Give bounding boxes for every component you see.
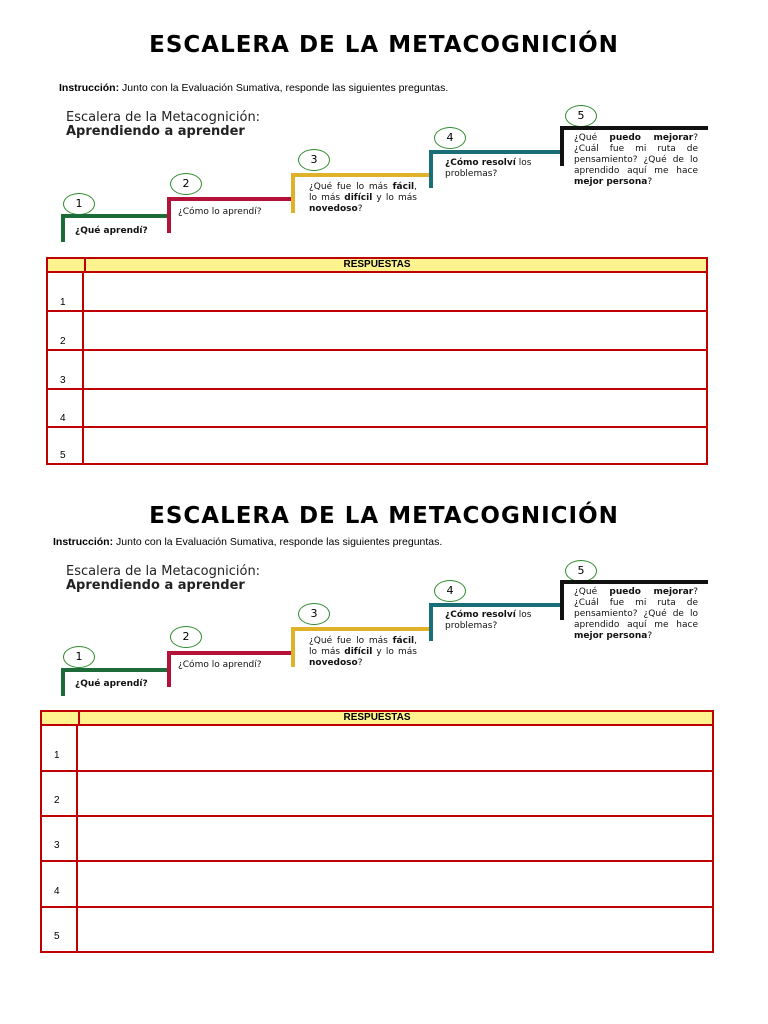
instruction-text: Junto con la Evaluación Sumativa, responde las siguientes preguntas. bbox=[116, 536, 443, 548]
step-2-number: 2 bbox=[170, 626, 202, 648]
step-5-text-part: ? bbox=[647, 631, 653, 641]
step-3-number: 3 bbox=[298, 149, 330, 171]
step-5-text-part: ¿Qué bbox=[574, 587, 610, 597]
step-5-riser bbox=[560, 580, 564, 620]
step-5-text-bold: puedo mejorar bbox=[609, 133, 694, 143]
step-3-text-bold: novedoso bbox=[309, 204, 358, 214]
worksheet-title: ESCALERA DE LA METACOGNICIÓN bbox=[149, 503, 619, 529]
step-5-text-bold: mejor persona bbox=[574, 631, 648, 641]
ladder-title-line2: Aprendiendo a aprender bbox=[66, 578, 245, 593]
answer-number-cell bbox=[42, 908, 78, 951]
ladder-title bbox=[66, 565, 260, 593]
step-3-text bbox=[309, 636, 417, 669]
step-3-text-bold: fácil bbox=[392, 636, 415, 646]
answers-header-label: RESPUESTAS bbox=[343, 712, 411, 723]
step-5-text-bold: mejor persona bbox=[574, 177, 648, 187]
answer-number-cell bbox=[42, 726, 78, 770]
answer-row-1[interactable] bbox=[42, 726, 712, 772]
answer-row-number: 3 bbox=[54, 840, 60, 851]
step-5-bar bbox=[560, 580, 708, 584]
step-5-text-part: ? bbox=[647, 177, 653, 187]
step-5-text-part: ? ¿Cuál fue mi ruta de pensamiento? ¿Qué de lo aprendido aquí me hace bbox=[574, 133, 698, 176]
step-3-riser bbox=[291, 627, 295, 667]
worksheet-title: ESCALERA DE LA METACOGNICIÓN bbox=[149, 32, 619, 58]
step-1-text bbox=[75, 679, 148, 690]
instruction-label: Instrucción: bbox=[59, 82, 120, 94]
answer-row-number: 2 bbox=[60, 336, 66, 347]
step-3-text-part: , lo más bbox=[309, 636, 417, 657]
step-3-number: 3 bbox=[298, 603, 330, 625]
step-4-riser bbox=[429, 603, 433, 641]
answer-row-number: 4 bbox=[60, 413, 66, 424]
step-4-number: 4 bbox=[434, 127, 466, 149]
instruction-label: Instrucción: bbox=[53, 536, 114, 548]
step-4-number: 4 bbox=[434, 580, 466, 602]
step-3-text-part: ? bbox=[357, 204, 363, 214]
step-3-text-bold: novedoso bbox=[309, 658, 358, 668]
answer-row-number: 2 bbox=[54, 795, 60, 806]
step-3-text-bold: difícil bbox=[344, 193, 373, 203]
step-5-text bbox=[574, 587, 698, 642]
step-3-text-part: y lo más bbox=[372, 193, 417, 203]
step-3-text-bold: difícil bbox=[344, 647, 373, 657]
answer-number-cell bbox=[42, 862, 78, 906]
answers-header-label: RESPUESTAS bbox=[343, 259, 411, 270]
answer-number-cell bbox=[42, 817, 78, 860]
step-1-riser bbox=[61, 668, 65, 696]
answer-row-number: 5 bbox=[54, 931, 60, 942]
step-3-text-bold: fácil bbox=[392, 182, 415, 192]
step-2-label: ¿Cómo lo aprendí? bbox=[178, 660, 262, 670]
step-4-text-part: los problemas? bbox=[445, 158, 532, 179]
step-3-text-part: y lo más bbox=[372, 647, 417, 657]
step-5-number: 5 bbox=[565, 560, 597, 582]
step-1-label: ¿Qué aprendí? bbox=[75, 679, 148, 689]
instruction-text: Junto con la Evaluación Sumativa, responde las siguientes preguntas. bbox=[122, 82, 449, 94]
step-5-text-bold: puedo mejorar bbox=[609, 587, 694, 597]
step-2-riser bbox=[167, 651, 171, 687]
ladder-title-line2: Aprendiendo a aprender bbox=[66, 124, 245, 139]
step-2-number: 2 bbox=[170, 173, 202, 195]
answer-row-number: 3 bbox=[60, 375, 66, 386]
answer-row-number: 1 bbox=[60, 297, 66, 308]
step-3-text-part: ? bbox=[357, 658, 363, 668]
step-4-text-bold: ¿Cómo resolví bbox=[445, 158, 516, 168]
step-3-text-part: ¿Qué fue lo más bbox=[309, 182, 393, 192]
step-4-bar bbox=[429, 603, 562, 607]
step-4-text-bold: ¿Cómo resolví bbox=[445, 610, 516, 620]
header-number-cell bbox=[42, 712, 80, 724]
step-5-text-part: ¿Qué bbox=[574, 133, 610, 143]
answer-row-number: 4 bbox=[54, 886, 60, 897]
answers-table bbox=[40, 710, 714, 953]
answer-row-number: 1 bbox=[54, 750, 60, 761]
step-1-number: 1 bbox=[63, 646, 95, 668]
step-2-text bbox=[178, 660, 262, 671]
step-5-number: 5 bbox=[565, 105, 597, 127]
answer-row-5[interactable] bbox=[42, 908, 712, 951]
step-1-number: 1 bbox=[63, 193, 95, 215]
ladder-title-line1: Escalera de la Metacognición: bbox=[66, 564, 261, 579]
answer-number-cell bbox=[42, 772, 78, 815]
step-2-label: ¿Cómo lo aprendí? bbox=[178, 207, 262, 217]
step-1-label: ¿Qué aprendí? bbox=[75, 226, 148, 236]
answer-row-2[interactable] bbox=[42, 772, 712, 817]
step-4-text-part: los problemas? bbox=[445, 610, 532, 631]
step-3-text-part: , lo más bbox=[309, 182, 417, 203]
step-5-text-part: ? ¿Cuál fue mi ruta de pensamiento? ¿Qué de lo aprendido aquí me hace bbox=[574, 587, 698, 630]
step-3-text-part: ¿Qué fue lo más bbox=[309, 636, 393, 646]
answer-row-3[interactable] bbox=[42, 817, 712, 862]
step-1-bar bbox=[61, 668, 169, 672]
step-3-bar bbox=[291, 627, 431, 631]
instruction bbox=[53, 536, 442, 548]
answer-row-4[interactable] bbox=[42, 862, 712, 908]
answer-row-number: 5 bbox=[60, 450, 66, 461]
step-4-text bbox=[445, 610, 545, 632]
answers-table-header bbox=[42, 712, 712, 726]
ladder-title-line1: Escalera de la Metacognición: bbox=[66, 110, 261, 125]
step-2-bar bbox=[167, 651, 294, 655]
